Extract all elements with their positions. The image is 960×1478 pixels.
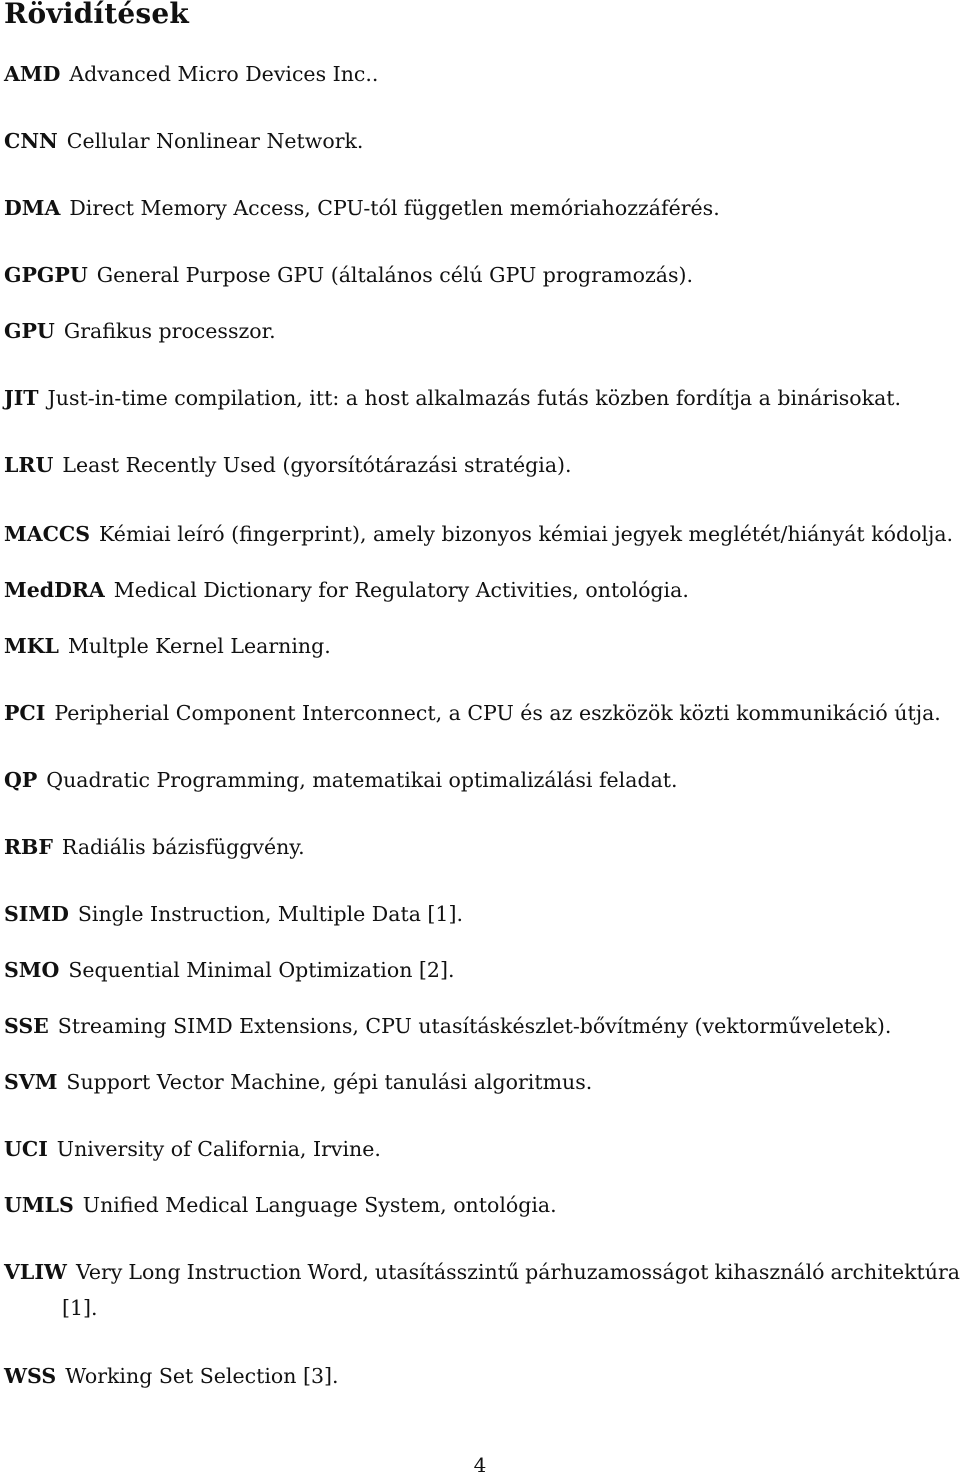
abbreviation-description: Working Set Selection [3]. bbox=[65, 1364, 339, 1388]
abbreviation-entry-umls bbox=[4, 1187, 960, 1223]
abbreviation-term: MedDRA bbox=[4, 578, 105, 602]
abbreviation-term: PCI bbox=[4, 701, 46, 725]
abbreviation-entry-dma bbox=[4, 190, 960, 226]
abbreviation-description: Support Vector Machine, gépi tanulási algoritmus. bbox=[66, 1070, 593, 1094]
abbreviation-description: Medical Dictionary for Regulatory Activities, ontológia. bbox=[113, 578, 689, 602]
abbreviation-entry-sse bbox=[4, 1008, 960, 1044]
abbreviation-term: SIMD bbox=[4, 902, 69, 926]
abbreviation-entry-pci bbox=[4, 695, 960, 731]
abbreviation-term: QP bbox=[4, 768, 38, 792]
abbreviation-entry-svm bbox=[4, 1064, 960, 1100]
abbreviation-term: VLIW bbox=[4, 1260, 67, 1284]
abbreviation-term: GPGPU bbox=[4, 263, 88, 287]
page-title: Rövidítések bbox=[4, 0, 189, 30]
abbreviation-description: Peripherial Component Interconnect, a CPU és az eszközök közti kommunikáció útja. bbox=[54, 701, 941, 725]
abbreviation-term: MKL bbox=[4, 634, 59, 658]
abbreviation-term: WSS bbox=[4, 1364, 57, 1388]
abbreviation-description: Multple Kernel Learning. bbox=[67, 634, 331, 658]
abbreviation-description: General Purpose GPU (általános célú GPU programozás). bbox=[96, 263, 694, 287]
abbreviation-description: Single Instruction, Multiple Data [1]. bbox=[77, 902, 463, 926]
abbreviation-entry-vliw bbox=[4, 1254, 960, 1326]
abbreviation-description: Kémiai leíró (fingerprint), amely bizonyos kémiai jegyek meglétét/hiányát kódolja. bbox=[99, 522, 954, 546]
abbreviation-entry-jit bbox=[4, 380, 960, 416]
abbreviation-entry-rbf bbox=[4, 829, 960, 865]
abbreviation-term: SMO bbox=[4, 958, 60, 982]
abbreviation-description-continuation: [1]. bbox=[62, 1296, 98, 1320]
abbreviation-entry-lru bbox=[4, 447, 960, 483]
abbreviation-description: Very Long Instruction Word, utasításszintű párhuzamosságot kihasználó architektúra bbox=[75, 1260, 960, 1284]
abbreviation-term: GPU bbox=[4, 319, 55, 343]
abbreviation-entry-amd bbox=[4, 56, 960, 92]
abbreviation-term: SSE bbox=[4, 1014, 49, 1038]
abbreviation-entry-gpgpu bbox=[4, 257, 960, 293]
abbreviation-term: UMLS bbox=[4, 1193, 74, 1217]
abbreviation-description: Grafikus processzor. bbox=[63, 319, 276, 343]
abbreviation-term: SVM bbox=[4, 1070, 58, 1094]
abbreviation-description: Direct Memory Access, CPU-tól független memóriahozzáférés. bbox=[69, 196, 720, 220]
abbreviation-description: Cellular Nonlinear Network. bbox=[66, 129, 364, 153]
abbreviation-entry-meddra bbox=[4, 572, 960, 608]
abbreviation-term: LRU bbox=[4, 453, 54, 477]
abbreviation-term: AMD bbox=[4, 62, 61, 86]
abbreviation-description: Sequential Minimal Optimization [2]. bbox=[68, 958, 455, 982]
abbreviation-entry-uci bbox=[4, 1131, 960, 1167]
abbreviation-entry-simd bbox=[4, 896, 960, 932]
abbreviation-description: Least Recently Used (gyorsítótárazási stratégia). bbox=[62, 453, 572, 477]
abbreviation-entry-cnn bbox=[4, 123, 960, 159]
abbreviation-entry-mkl bbox=[4, 628, 960, 664]
abbreviation-description: Unified Medical Language System, ontológia. bbox=[82, 1193, 557, 1217]
abbreviation-description: Advanced Micro Devices Inc.. bbox=[69, 62, 379, 86]
abbreviation-entry-gpu bbox=[4, 313, 960, 349]
abbreviation-term: DMA bbox=[4, 196, 61, 220]
abbreviation-term: CNN bbox=[4, 129, 58, 153]
abbreviation-entry-maccs bbox=[4, 516, 960, 552]
abbreviation-entry-smo bbox=[4, 952, 960, 988]
abbreviation-description: Just-in-time compilation, itt: a host alkalmazás futás közben fordítja a binárisokat. bbox=[47, 386, 902, 410]
abbreviation-description: Quadratic Programming, matematikai optimalizálási feladat. bbox=[46, 768, 678, 792]
abbreviation-term: RBF bbox=[4, 835, 53, 859]
abbreviation-entry-wss bbox=[4, 1358, 960, 1394]
abbreviation-term: MACCS bbox=[4, 522, 91, 546]
abbreviation-term: JIT bbox=[4, 386, 39, 410]
abbreviation-description: Radiális bázisfüggvény. bbox=[61, 835, 305, 859]
page-number: 4 bbox=[473, 1453, 487, 1477]
abbreviation-term: UCI bbox=[4, 1137, 48, 1161]
abbreviation-description: Streaming SIMD Extensions, CPU utasításkészlet-bővítmény (vektorműveletek). bbox=[57, 1014, 892, 1038]
abbreviation-entry-qp bbox=[4, 762, 960, 798]
abbreviation-first-line bbox=[4, 1254, 960, 1290]
abbreviation-description: University of California, Irvine. bbox=[56, 1137, 381, 1161]
